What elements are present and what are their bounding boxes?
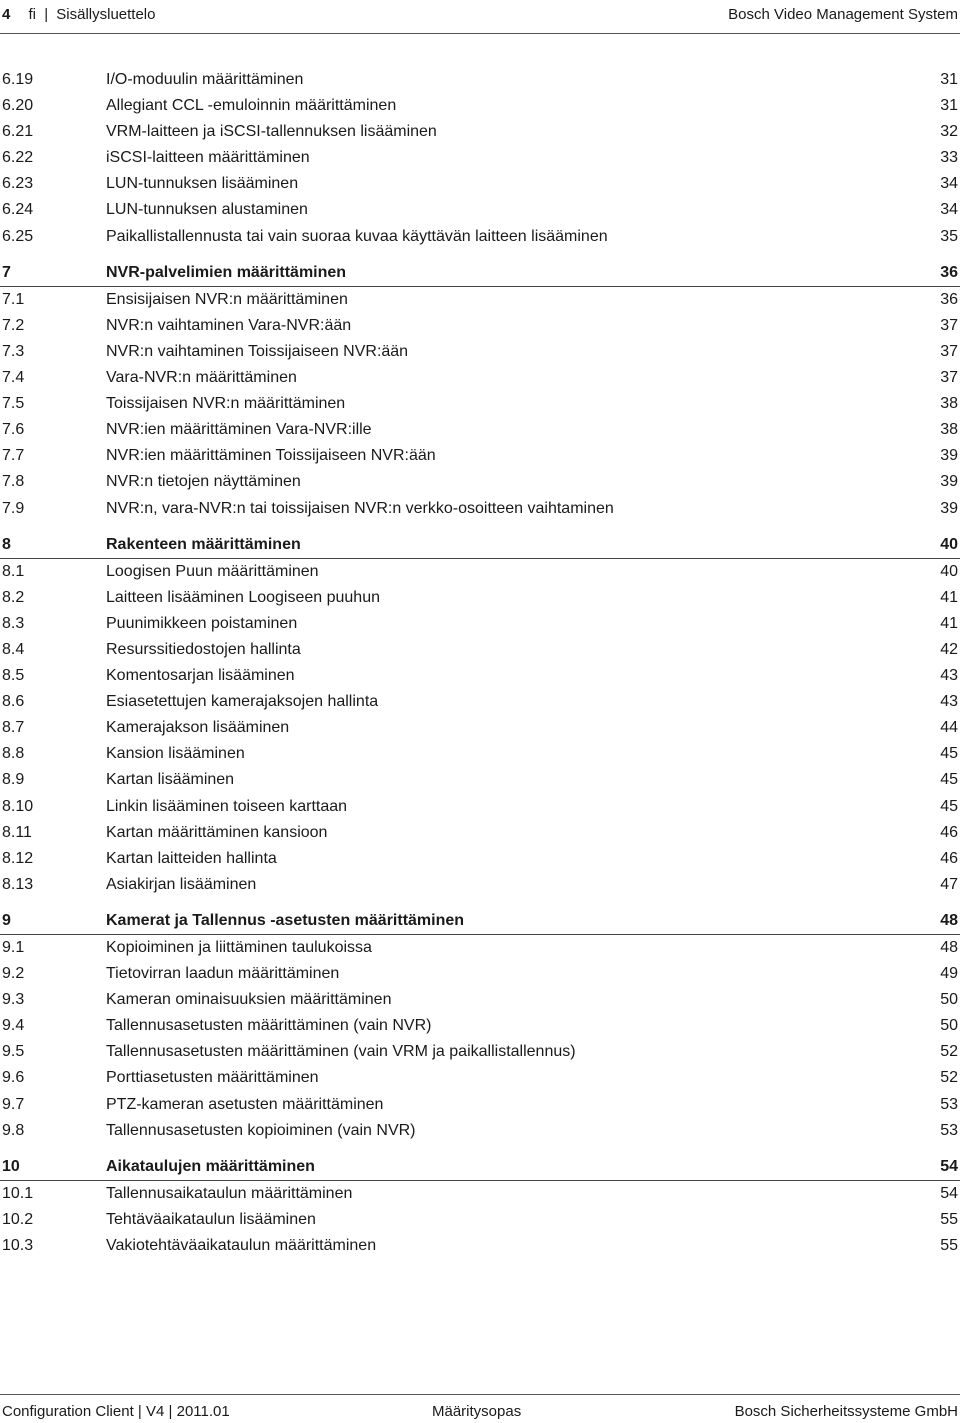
- toc-entry[interactable]: [0, 1118, 960, 1144]
- toc-entry-page: 40: [940, 562, 958, 580]
- toc-entry-num: 10.2: [2, 1210, 34, 1228]
- toc-entry-page: 45: [940, 745, 958, 763]
- toc-entry-title: I/O-moduulin määrittäminen: [106, 71, 304, 88]
- toc-entry[interactable]: [0, 391, 960, 417]
- toc-entry-num: 8: [2, 535, 11, 553]
- toc-entry[interactable]: [0, 637, 960, 663]
- toc-entry[interactable]: [0, 689, 960, 715]
- toc-entry-title: Tallennusasetusten määrittäminen (vain NVR): [106, 1017, 432, 1035]
- toc-entry-page: 38: [940, 421, 958, 439]
- toc-entry-page: 54: [940, 1184, 958, 1202]
- toc-entry-num: 9.6: [2, 1069, 25, 1087]
- toc-entry-num: 10: [2, 1157, 20, 1175]
- toc-entry-title: Aikataulujen määrittäminen: [106, 1157, 315, 1175]
- footer-date: 2011.01: [176, 1403, 230, 1420]
- toc-entry-page: 32: [940, 123, 958, 141]
- toc-entry-title: Komentosarjan lisääminen: [106, 667, 295, 685]
- toc-entry-title: LUN-tunnuksen alustaminen: [106, 201, 308, 219]
- toc-entry-title: NVR-palvelimien määrittäminen: [106, 263, 347, 281]
- toc-entry[interactable]: [0, 663, 960, 689]
- toc-entry-page: 34: [940, 201, 958, 219]
- toc-entry-page: 52: [940, 1069, 958, 1087]
- toc-entry-num: 7.9: [2, 499, 25, 517]
- toc-entry-title: Tallennusasetusten kopioiminen (vain NVR): [106, 1121, 416, 1139]
- page-header: [0, 0, 960, 34]
- toc-entry-title: Puunimikkeen poistaminen: [106, 614, 298, 632]
- toc-entry[interactable]: [0, 767, 960, 793]
- toc-chapter-entry[interactable]: [0, 532, 960, 558]
- toc-entry-num: 9.7: [2, 1095, 25, 1113]
- toc-entry[interactable]: [0, 961, 960, 987]
- toc-entry-num: 8.4: [2, 640, 25, 658]
- toc-entry[interactable]: [0, 67, 960, 93]
- toc-entry[interactable]: [0, 1065, 960, 1091]
- toc-entry-title: NVR:ien määrittäminen Toissijaiseen NVR:ään: [106, 447, 436, 465]
- toc-entry[interactable]: [0, 987, 960, 1013]
- toc-entry-page: 50: [940, 991, 958, 1009]
- toc-entry-num: 6.19: [2, 71, 34, 88]
- toc-entry-page: 37: [940, 316, 958, 334]
- toc-entry-page: 50: [940, 1017, 958, 1035]
- toc-entry[interactable]: [0, 820, 960, 846]
- footer-left: [2, 1403, 230, 1420]
- toc-entry-num: 8.2: [2, 588, 25, 606]
- toc-entry-title: Linkin lisääminen toiseen karttaan: [106, 797, 348, 815]
- toc-entry-page: 34: [940, 175, 958, 193]
- toc-entry-title: Rakenteen määrittäminen: [106, 535, 301, 553]
- toc-entry-num: 7.3: [2, 342, 25, 360]
- toc-entry-page: 45: [940, 771, 958, 789]
- header-language: fi: [28, 6, 37, 23]
- toc-entry[interactable]: [0, 119, 960, 145]
- footer-product: Configuration Client: [2, 1403, 134, 1420]
- footer-version: V4: [146, 1403, 165, 1420]
- toc-entry[interactable]: [0, 715, 960, 741]
- toc-entry-num: 7.6: [2, 421, 25, 439]
- toc-entry-title: Kopioiminen ja liittäminen taulukoissa: [106, 939, 372, 956]
- toc-entry[interactable]: [0, 417, 960, 443]
- toc-entry-page: 46: [940, 823, 958, 841]
- toc-entry-num: 6.20: [2, 97, 34, 115]
- toc-entry-page: 41: [940, 588, 958, 606]
- toc-entry[interactable]: [0, 1207, 960, 1233]
- toc-entry-title: iSCSI-laitteen määrittäminen: [106, 149, 310, 167]
- toc-entry-title: Kartan lisääminen: [106, 771, 235, 789]
- toc-entry-num: 8.1: [2, 562, 25, 580]
- toc-entry[interactable]: [0, 872, 960, 898]
- toc-entry-title: Porttiasetusten määrittäminen: [106, 1069, 319, 1087]
- toc-entry-num: 9.8: [2, 1121, 25, 1139]
- toc-entry-num: 7: [2, 263, 11, 281]
- toc-entry-page: 39: [940, 447, 958, 465]
- footer-separator: |: [168, 1403, 177, 1420]
- toc-entry-title: Vara-NVR:n määrittäminen: [106, 369, 297, 387]
- toc-entry-title: Kamerajakson lisääminen: [106, 719, 290, 737]
- toc-entry-num: 8.10: [2, 797, 34, 815]
- toc-entry-num: 8.13: [2, 875, 34, 893]
- toc-entry-num: 10.1: [2, 1184, 34, 1202]
- toc-entry[interactable]: [0, 1013, 960, 1039]
- toc-entry-title: PTZ-kameran asetusten määrittäminen: [106, 1095, 384, 1113]
- toc-entry-page: 43: [940, 693, 958, 711]
- toc-entry[interactable]: [0, 559, 960, 585]
- toc-section-6-continued: [0, 67, 960, 250]
- toc-entry-page: 42: [940, 640, 958, 658]
- toc-entry-title: Resurssitiedostojen hallinta: [106, 640, 301, 658]
- toc-entry-title: NVR:ien määrittäminen Vara-NVR:ille: [106, 421, 372, 439]
- toc-entry-title: Tallennusasetusten määrittäminen (vain VRM ja paikallistallennus): [106, 1043, 576, 1061]
- toc-entry-title: Kartan laitteiden hallinta: [106, 849, 277, 867]
- toc-entry-num: 9.4: [2, 1017, 25, 1035]
- toc-entry-page: 49: [940, 965, 958, 983]
- toc-entry-page: 54: [940, 1157, 958, 1175]
- toc-entry[interactable]: [0, 145, 960, 171]
- toc-entry[interactable]: [0, 197, 960, 223]
- toc-chapter-9: [0, 908, 960, 1144]
- toc-entry[interactable]: [0, 1233, 960, 1259]
- toc-entry-page: 37: [940, 369, 958, 387]
- toc-entry-num: 7.4: [2, 369, 25, 387]
- toc-entry[interactable]: [0, 287, 960, 313]
- toc-entry-title: NVR:n vaihtaminen Toissijaiseen NVR:ään: [106, 342, 409, 360]
- toc-entry[interactable]: [0, 224, 960, 250]
- toc-entry[interactable]: [0, 611, 960, 637]
- toc-entry[interactable]: [0, 496, 960, 522]
- toc-entry-num: 8.8: [2, 745, 25, 763]
- toc-entry-page: 48: [940, 939, 958, 956]
- toc-entry[interactable]: [0, 443, 960, 469]
- toc-entry-title: NVR:n vaihtaminen Vara-NVR:ään: [106, 316, 352, 334]
- toc-entry-page: 55: [940, 1210, 958, 1228]
- footer-doc-type: Määritysopas: [432, 1403, 522, 1420]
- header-separator: |: [44, 6, 49, 23]
- toc-entry-page: 38: [940, 395, 958, 413]
- toc-entry-num: 6.22: [2, 149, 34, 167]
- toc-entry-title: Ensisijaisen NVR:n määrittäminen: [106, 290, 348, 308]
- toc-entry[interactable]: [0, 365, 960, 391]
- toc-entry-title: VRM-laitteen ja iSCSI-tallennuksen lisääminen: [106, 123, 437, 141]
- table-of-contents: [0, 67, 960, 1269]
- toc-entry-title: Vakiotehtäväaikataulun määrittäminen: [106, 1237, 377, 1255]
- toc-chapter-7: [0, 260, 960, 522]
- toc-entry-title: Allegiant CCL -emuloinnin määrittäminen: [106, 97, 397, 115]
- page-footer: [0, 1394, 960, 1423]
- toc-entry-num: 9: [2, 911, 11, 929]
- toc-entry-page: 40: [940, 535, 958, 553]
- toc-entry-page: 36: [940, 263, 958, 281]
- toc-entry-page: 53: [940, 1121, 958, 1139]
- toc-chapter-entry[interactable]: [0, 1154, 960, 1180]
- header-rule: [0, 33, 960, 34]
- toc-entry-page: 31: [940, 97, 958, 115]
- toc-entry-num: 9.1: [2, 939, 25, 956]
- header-left: [2, 6, 155, 23]
- toc-entry-page: 36: [940, 290, 958, 308]
- toc-entry-page: 43: [940, 667, 958, 685]
- toc-entry-title: Esiasetettujen kamerajaksojen hallinta: [106, 693, 379, 711]
- toc-entry-title: NVR:n, vara-NVR:n tai toissijaisen NVR:n verkko-osoitteen vaihtaminen: [106, 499, 614, 517]
- toc-entry-num: 9.5: [2, 1043, 25, 1061]
- toc-entry-title: Asiakirjan lisääminen: [106, 875, 257, 893]
- toc-chapter-10: [0, 1154, 960, 1259]
- toc-entry-num: 7.2: [2, 316, 25, 334]
- toc-entry[interactable]: [0, 935, 960, 961]
- toc-chapter-8: [0, 532, 960, 898]
- toc-entry-num: 8.6: [2, 693, 25, 711]
- toc-entry-page: 31: [940, 71, 958, 88]
- toc-entry[interactable]: [0, 313, 960, 339]
- toc-entry-title: Kansion lisääminen: [106, 745, 245, 763]
- toc-entry[interactable]: [0, 846, 960, 872]
- toc-entry-num: 9.2: [2, 965, 25, 983]
- toc-entry-page: 48: [940, 911, 958, 929]
- toc-entry-title: Kameran ominaisuuksien määrittäminen: [106, 991, 392, 1009]
- toc-entry[interactable]: [0, 741, 960, 767]
- toc-entry-page: 55: [940, 1237, 958, 1255]
- toc-entry-num: 6.25: [2, 227, 34, 245]
- toc-entry[interactable]: [0, 794, 960, 820]
- toc-entry-page: 53: [940, 1095, 958, 1113]
- toc-entry-num: 8.9: [2, 771, 25, 789]
- toc-entry-title: Kartan määrittäminen kansioon: [106, 823, 328, 841]
- toc-entry[interactable]: [0, 339, 960, 365]
- toc-entry-num: 8.3: [2, 614, 25, 632]
- toc-entry[interactable]: [0, 469, 960, 495]
- toc-entry-page: 37: [940, 342, 958, 360]
- toc-entry-title: Tehtäväaikataulun lisääminen: [106, 1210, 316, 1228]
- toc-entry-page: 39: [940, 499, 958, 517]
- toc-entry-title: Kamerat ja Tallennus -asetusten määrittäminen: [106, 911, 465, 929]
- toc-entry[interactable]: [0, 585, 960, 611]
- toc-entry-page: 52: [940, 1043, 958, 1061]
- toc-entry-num: 6.21: [2, 123, 34, 141]
- toc-entry-num: 8.5: [2, 667, 25, 685]
- toc-entry-page: 39: [940, 473, 958, 491]
- toc-entry-title: Tietovirran laadun määrittäminen: [106, 965, 340, 983]
- toc-entry-num: 10.3: [2, 1237, 34, 1255]
- toc-entry-page: 44: [940, 719, 958, 737]
- toc-entry-page: 41: [940, 614, 958, 632]
- header-section: Sisällysluettelo: [56, 6, 156, 23]
- toc-entry-num: 9.3: [2, 991, 25, 1009]
- toc-entry-num: 7.1: [2, 290, 25, 308]
- toc-entry[interactable]: [0, 93, 960, 119]
- toc-entry-num: 8.11: [2, 823, 32, 841]
- toc-entry-page: 35: [940, 227, 958, 245]
- toc-entry-title: NVR:n tietojen näyttäminen: [106, 473, 301, 491]
- toc-entry-title: Paikallistallennusta tai vain suoraa kuvaa käyttävän laitteen lisääminen: [106, 227, 608, 245]
- footer-company: Bosch Sicherheitssysteme GmbH: [734, 1403, 958, 1420]
- toc-entry-page: 45: [940, 797, 958, 815]
- toc-chapter-entry[interactable]: [0, 260, 960, 286]
- footer-separator: |: [137, 1403, 146, 1420]
- toc-entry-num: 7.7: [2, 447, 25, 465]
- toc-entry[interactable]: [0, 1092, 960, 1118]
- header-product: Bosch Video Management System: [728, 6, 958, 23]
- toc-entry-title: Tallennusaikataulun määrittäminen: [106, 1184, 353, 1202]
- toc-entry-title: Toissijaisen NVR:n määrittäminen: [106, 395, 346, 413]
- toc-entry-title: Loogisen Puun määrittäminen: [106, 562, 319, 580]
- page-number: 4: [2, 6, 11, 23]
- toc-entry-num: 7.5: [2, 395, 25, 413]
- toc-entry-page: 46: [940, 849, 958, 867]
- toc-entry[interactable]: [0, 171, 960, 197]
- toc-chapter-entry[interactable]: [0, 908, 960, 934]
- toc-entry-num: 6.23: [2, 175, 34, 193]
- footer-rule: [0, 1394, 960, 1395]
- toc-entry[interactable]: [0, 1181, 960, 1207]
- toc-entry-page: 47: [940, 875, 958, 893]
- toc-entry[interactable]: [0, 1039, 960, 1065]
- toc-entry-num: 8.12: [2, 849, 34, 867]
- toc-entry-title: LUN-tunnuksen lisääminen: [106, 175, 299, 193]
- toc-entry-num: 8.7: [2, 719, 25, 737]
- toc-entry-page: 33: [940, 149, 958, 167]
- toc-entry-num: 7.8: [2, 473, 25, 491]
- toc-entry-title: Laitteen lisääminen Loogiseen puuhun: [106, 588, 380, 606]
- toc-entry-num: 6.24: [2, 201, 34, 219]
